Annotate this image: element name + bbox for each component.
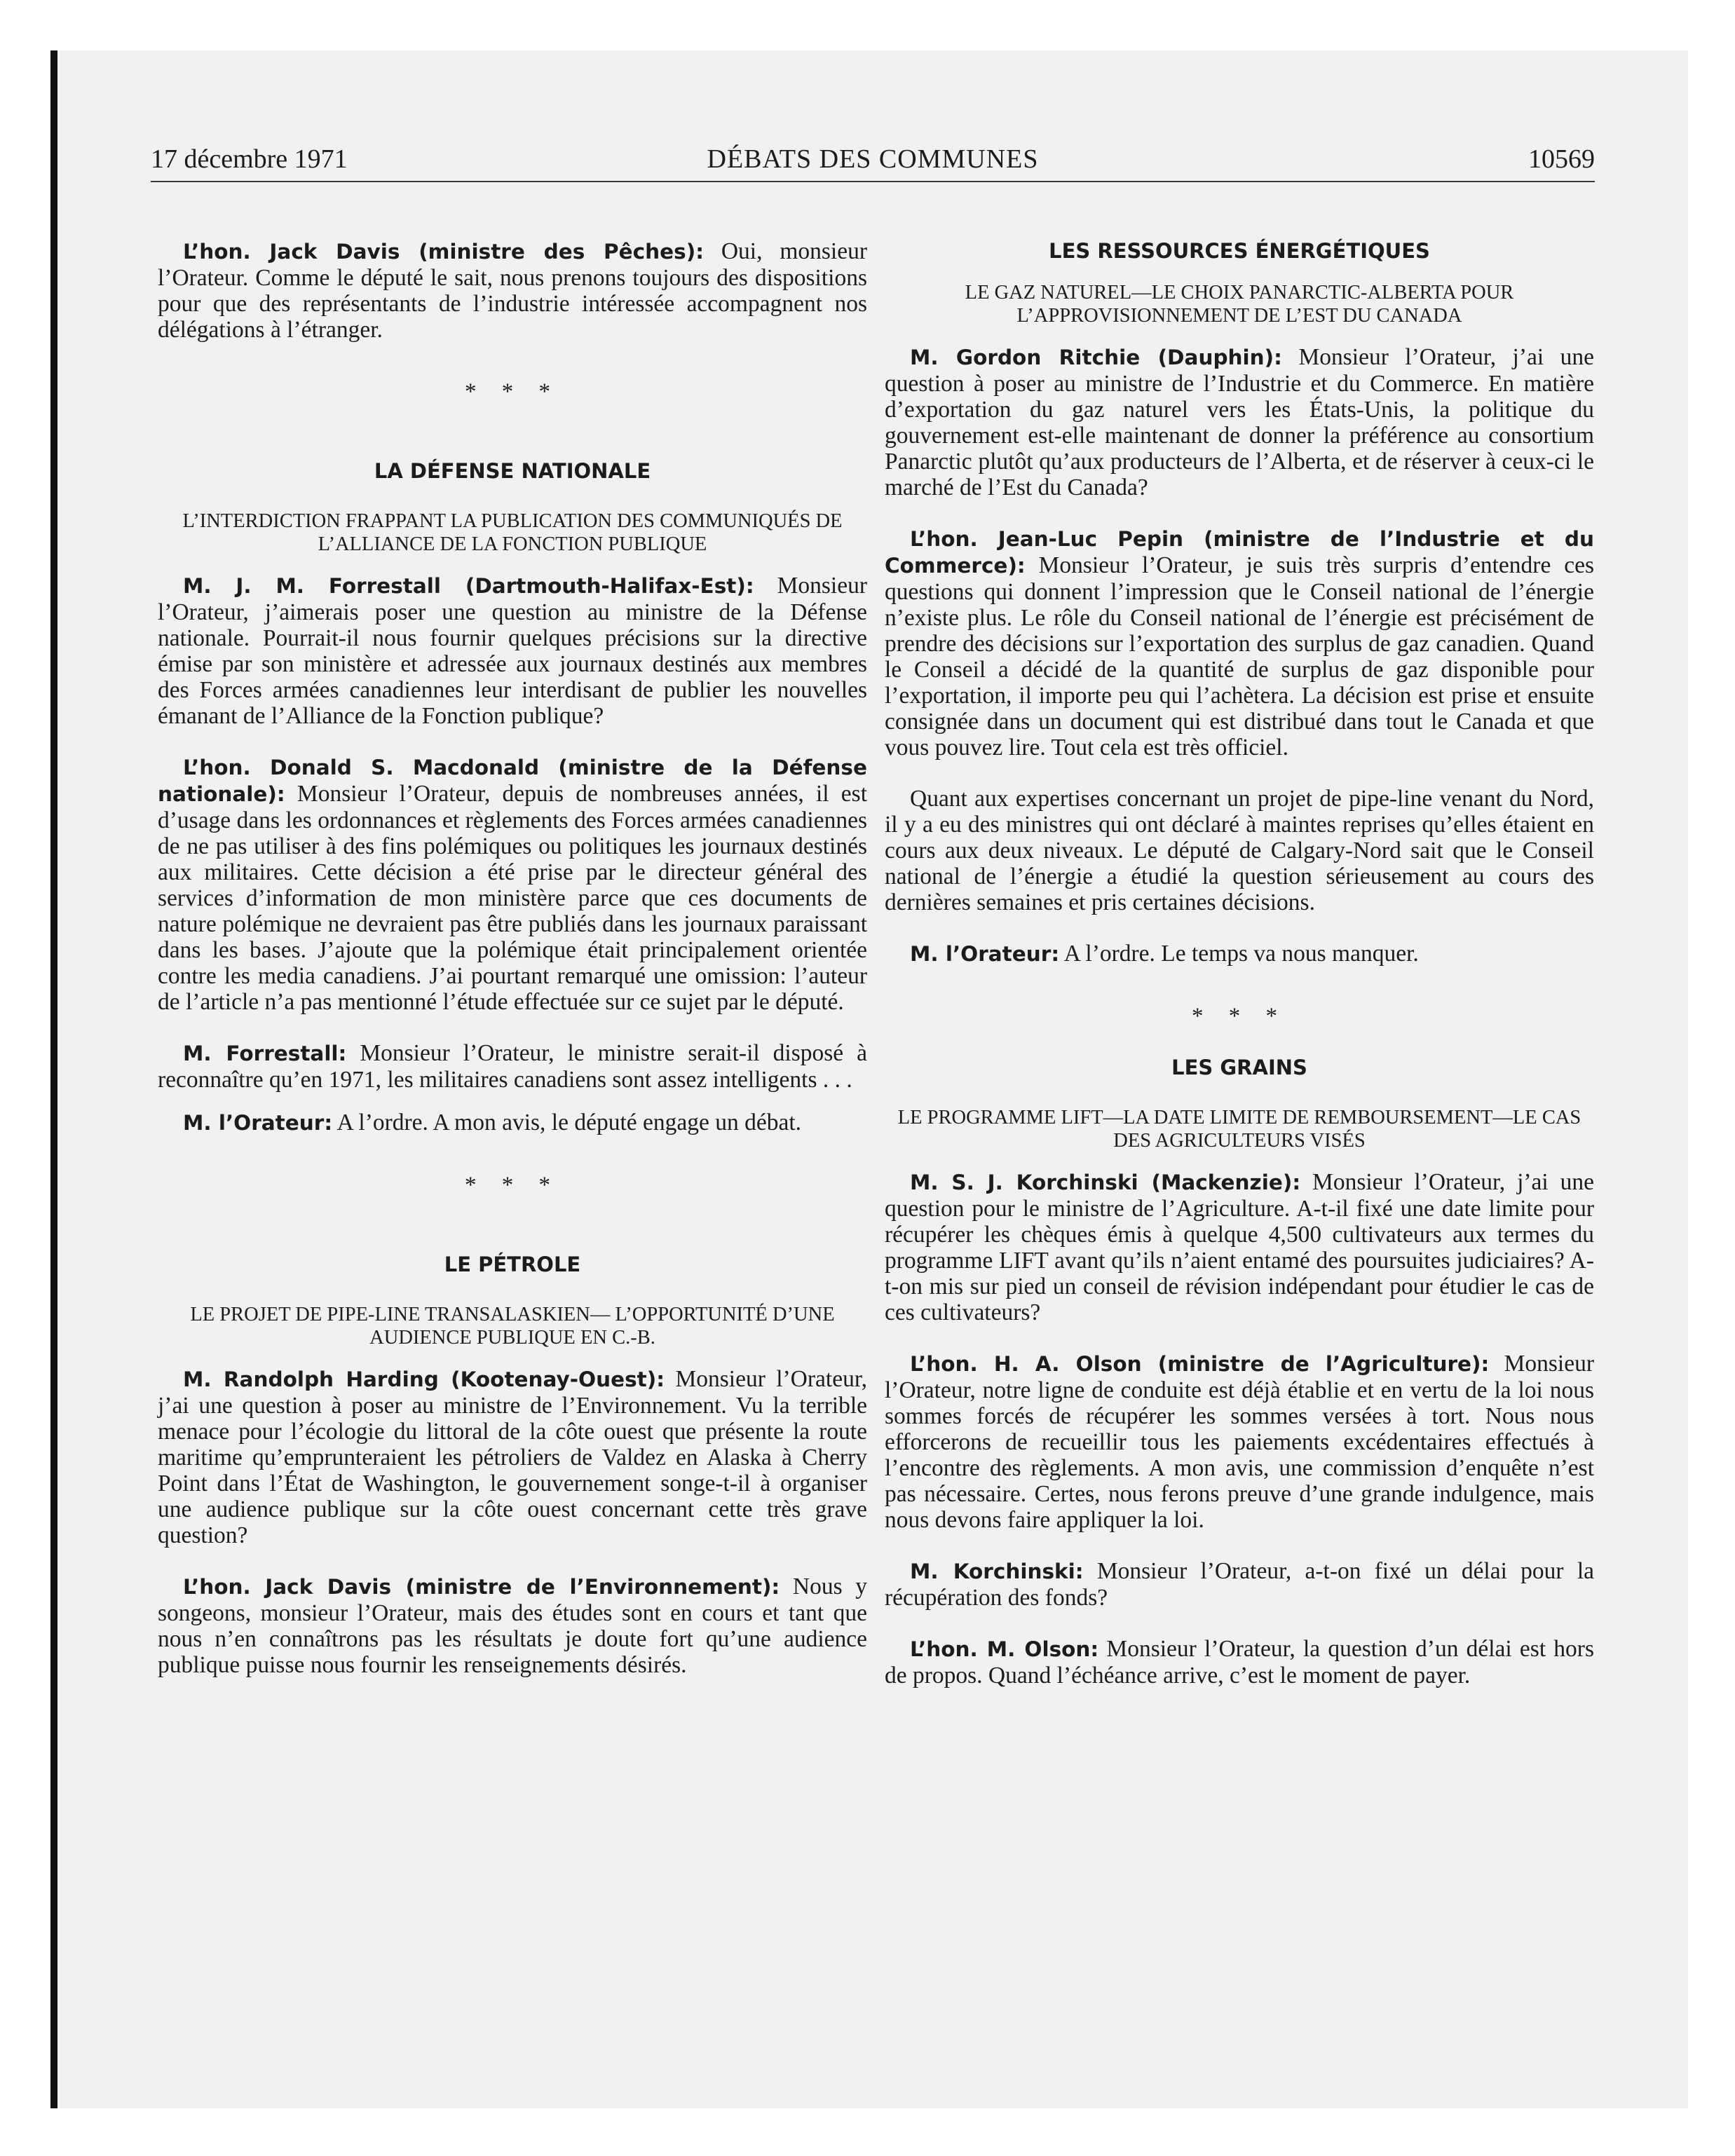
speech-text: A l’ordre. A mon avis, le député engage un débat.: [336, 1110, 802, 1135]
subheading-lift: LE PROGRAMME LIFT—LA DATE LIMITE DE REMBOURSEMENT—LE CAS DES AGRICULTEURS VISÉS: [897, 1107, 1581, 1152]
section-separator: * * *: [465, 379, 560, 404]
speech-harding: [158, 1366, 867, 1548]
speaker-name: L’hon. Jean-Luc Pepin (ministre de l’Industrie et du Commerce):: [885, 527, 1594, 578]
speaker-name: L’hon. Jack Davis (ministre des Pêches):: [183, 240, 704, 264]
running-header: [151, 140, 1595, 182]
section-heading-petrole: LE PÉTROLE: [444, 1253, 581, 1276]
speech-text: Monsieur l’Orateur, la question d’un délai est hors de propos. Quand l’échéance arrive, c’est le moment de payer.: [885, 1636, 1594, 1688]
page-number: 10569: [1528, 144, 1595, 174]
speaker-name: L’hon. Jack Davis (ministre de l’Environnement):: [183, 1575, 780, 1599]
speech-orateur: [885, 941, 1594, 967]
speech-text: A l’ordre. Le temps va nous manquer.: [1063, 941, 1419, 967]
speech-text: Oui, monsieur l’Orateur. Comme le député le sait, nous prenons toujours des dispositions pour que des représentants de l’industrie intéressée accompagnent nos délégations à l’étranger.: [158, 238, 868, 343]
speech-text: Monsieur l’Orateur, j’ai une question à poser au ministre de l’Environnement. Vu la terrible menace pour l’écologie du littoral de la côte ouest que présente la route maritime qu’emprunteraient les pétroliers de Valdez en Alaska à Cherry Point dans l’État de Washington, le gouvernement songe-t-il à organiser une audience publique sur la côte ouest concernant cette très grave question?: [158, 1366, 868, 1548]
speaker-name: M. l’Orateur:: [183, 1111, 333, 1135]
speaker-name: M. l’Orateur:: [910, 942, 1060, 966]
left-column: [158, 238, 867, 1678]
speech-pepin: [885, 526, 1594, 760]
binding-edge: [50, 50, 57, 2108]
speaker-name: M. Gordon Ritchie (Dauphin):: [910, 346, 1282, 369]
speech-text: Monsieur l’Orateur, j’ai une question pour le ministre de l’Agriculture. A-t-il fixé une date limite pour récupérer les chèques émis à quelque 4,500 cultivateurs aux termes du programme LIFT avant qu’ils n’aient entamé des poursuites judiciaires? A-t-on mis sur pied un conseil de révision indépendant pour étudier le cas de ces cultivateurs?: [885, 1169, 1594, 1325]
speech-text: Monsieur l’Orateur, j’aimerais poser une question au ministre de la Défense nationale. Pourrait-il nous fournir quelques précisions sur la directive émise par son ministère et adressée aux journaux destinés aux membres des Forces armées canadiennes leur interdisant de publier les nouvelles émanant de l’Alliance de la Fonction publique?: [158, 573, 868, 729]
speech-text: Monsieur l’Orateur, a-t-on fixé un délai pour la récupération des fonds?: [885, 1558, 1594, 1611]
section-heading-defense: LA DÉFENSE NATIONALE: [374, 459, 651, 483]
speech-forrestall: [158, 573, 867, 729]
speaker-name: M. Randolph Harding (Kootenay-Ouest):: [183, 1367, 665, 1391]
speech-text: Monsieur l’Orateur, depuis de nombreuses années, il est d’usage dans les ordonnances et règlements des Forces armées canadiennes de ne pas utiliser à des fins polémiques ou politiques les journaux destinés aux militaires. Cette décision a été prise par le directeur général des services d’information de mon ministère parce que ces documents de nature polémique ne devraient pas être publiés dans les journaux paraissant dans les bases. J’ajoute que la polémique était principalement orientée contre les media canadiens. J’ai pourtant remarqué une omission: l’auteur de l’article n’a pas mentionné l’étude effectuée sur ce sujet par le député.: [158, 781, 868, 1015]
section-heading-energie: LES RESSOURCES ÉNERGÉTIQUES: [1049, 239, 1430, 263]
speech-forrestall-2: [158, 1040, 867, 1093]
speaker-name: M. J. M. Forrestall (Dartmouth-Halifax-Est):: [183, 574, 754, 598]
speaker-name: M. Korchinski:: [910, 1560, 1084, 1583]
speech-text: Monsieur l’Orateur, notre ligne de conduite est déjà établie et en vertu de la loi nous sommes forcés de récupérer les sommes versées à tort. Nous nous efforcerons de recueillir tous les paiements excédentaires effectués à l’encontre des règlements. A mon avis, une commission d’enquête n’est pas nécessaire. Certes, nous ferons preuve d’une grande indulgence, mais nous devons faire appliquer la loi.: [885, 1351, 1595, 1533]
speech-davis-environnement: [158, 1574, 867, 1678]
speech-olson-2: [885, 1636, 1594, 1688]
section-separator: * * *: [465, 1173, 560, 1198]
speaker-name: L’hon. Donald S. Macdonald (ministre de la Défense nationale):: [158, 756, 867, 806]
header-title: DÉBATS DES COMMUNES: [707, 144, 1039, 174]
speaker-name: M. Forrestall:: [183, 1042, 347, 1065]
speaker-name: L’hon. M. Olson:: [910, 1637, 1099, 1661]
speech-macdonald: [158, 754, 867, 1015]
right-column: [885, 238, 1594, 1688]
speaker-name: L’hon. H. A. Olson (ministre de l’Agriculture):: [910, 1352, 1490, 1376]
speech-text: Monsieur l’Orateur, le ministre serait-il disposé à reconnaître qu’en 1971, les militaires canadiens sont assez intelligents . . .: [158, 1040, 868, 1093]
speech-text: Monsieur l’Orateur, j’ai une question à poser au ministre de l’Industrie et du Commerce. En matière d’exportation du gaz naturel vers les États-Unis, la politique du gouvernement est-elle maintenant de donner la préférence au consortium Panarctic plutôt qu’aux producteurs de l’Alberta, et de réserver à ceux-ci le marché de l’Est du Canada?: [885, 344, 1595, 500]
speech-davis-peches: [158, 238, 867, 343]
paragraph-pepin-continued: Quant aux expertises concernant un projet de pipe-line venant du Nord, il y a eu des ministres qui ont déclaré à maintes reprises qu’elles étaient en cours aux deux niveaux. Le député de Calgary-Nord sait que le Conseil national de l’énergie a étudié la question sérieusement au cours des dernières semaines et pris certaines décisions.: [885, 786, 1594, 915]
speech-korchinski: [885, 1169, 1594, 1325]
section-separator: * * *: [1192, 1004, 1287, 1029]
speech-korchinski-2: [885, 1558, 1594, 1611]
section-heading-grains: LES GRAINS: [1171, 1056, 1307, 1079]
subheading-pipeline: LE PROJET DE PIPE-LINE TRANSALASKIEN— L’OPPORTUNITÉ D’UNE AUDIENCE PUBLIQUE EN C.-B.: [190, 1304, 835, 1349]
speech-text: Nous y songeons, monsieur l’Orateur, mais des études sont en cours et tant que nous n’en connaîtrons pas les résultats je doute fort qu’une audience publique puisse nous fournir les renseignements désirés.: [158, 1574, 868, 1678]
speech-text: Monsieur l’Orateur, je suis très surpris d’entendre ces questions qui donnent l’impression que le Conseil national de l’énergie n’existe plus. Le rôle du Conseil national de l’énergie est précisément de prendre des décisions sur l’exportation des surplus de gaz canadien. Quand le Conseil a décidé de la quantité de surplus de gaz disponible pour l’exportation, il importe peu qui l’achètera. La décision est prise et ensuite consignée dans un document qui est distribué dans tout le Canada et que vous pouvez lire. Tout cela est très officiel.: [885, 552, 1595, 760]
speech-orateur: [158, 1110, 867, 1136]
speech-ritchie: [885, 344, 1594, 500]
subheading-interdiction: L’INTERDICTION FRAPPANT LA PUBLICATION DES COMMUNIQUÉS DE L’ALLIANCE DE LA FONCTION PUBLIQUE: [182, 510, 843, 555]
header-date: 17 décembre 1971: [151, 144, 348, 174]
subheading-gaz-naturel: LE GAZ NATUREL—LE CHOIX PANARCTIC-ALBERTA POUR L’APPROVISIONNEMENT DE L’EST DU CANADA: [965, 282, 1514, 327]
speech-olson: [885, 1351, 1594, 1533]
speaker-name: M. S. J. Korchinski (Mackenzie):: [910, 1171, 1301, 1194]
